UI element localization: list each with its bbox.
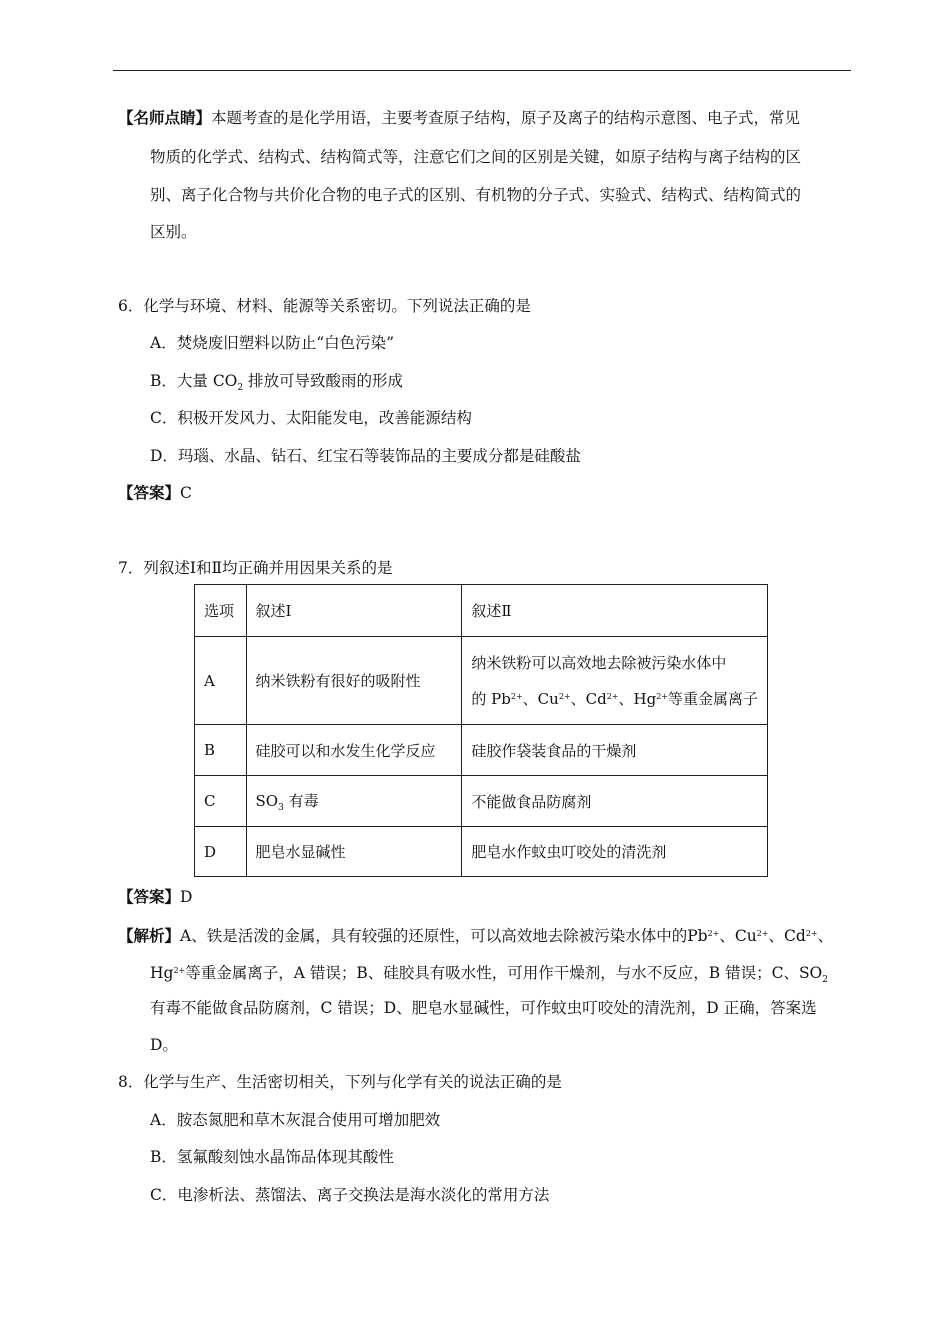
- row-d-option: D: [195, 827, 247, 877]
- q7-answer-value: D: [180, 888, 193, 906]
- ion-pb-charge: 2+: [510, 691, 523, 701]
- tip-line-3: 别、离子化合物与共价化合物的电子式的区别、有机物的分子式、实验式、结构式、结构简式的: [150, 186, 802, 204]
- q7-analysis-line-4: D。: [150, 1036, 178, 1054]
- an1-sup-3: 2+: [805, 929, 818, 938]
- an1-sup-2: 2+: [756, 929, 769, 938]
- ion-cd: 、Cd: [570, 689, 607, 708]
- ion-cd-charge: 2+: [606, 691, 619, 701]
- row-a-s2-end: 等重金属离子: [667, 689, 758, 708]
- q6-option-a: A．焚烧废旧塑料以防止“白色污染”: [150, 334, 395, 352]
- q7-analysis-tag: 【解析】: [118, 926, 181, 945]
- row-a-s2-line-2: [471, 680, 758, 716]
- row-c-s1-pre: SO: [255, 791, 279, 810]
- tip-line-4: 区别。: [150, 223, 197, 241]
- q7-table: [194, 584, 768, 877]
- an1-end: 、: [817, 927, 834, 945]
- ion-hg-charge: 2+: [656, 691, 668, 701]
- q6-b-pre: B．大量 CO: [150, 372, 238, 390]
- q6-stem: 6．化学与环境、材料、能源等关系密切。下列说法正确的是: [118, 297, 531, 315]
- q6-option-c: C．积极开发风力、太阳能发电，改善能源结构: [150, 409, 472, 427]
- table-row: [195, 725, 768, 776]
- header-statement-2: 叙述Ⅱ: [462, 585, 768, 637]
- q6-answer-value: C: [180, 484, 192, 502]
- row-b-option: B: [195, 725, 247, 776]
- row-c-statement-2: 不能做食品防腐剂: [462, 776, 768, 827]
- ion-pb: 的 Pb: [471, 689, 511, 708]
- q6-b-sub: 2: [237, 383, 244, 393]
- row-c-option: C: [195, 776, 247, 827]
- q8-option-b: B．氢氟酸刻蚀水晶饰品体现其酸性: [150, 1148, 394, 1166]
- ion-hg: 、Hg: [618, 689, 657, 708]
- q7-analysis-line-1: [118, 923, 833, 947]
- row-c-s1-post: 有毒: [283, 791, 319, 810]
- row-a-statement-1: 纳米铁粉有很好的吸附性: [246, 637, 462, 725]
- an1-cu: 、Cu: [719, 927, 757, 945]
- row-a-statement-2: [462, 637, 768, 725]
- row-c-s1-sub: 3: [278, 802, 284, 813]
- ion-cu-charge: 2+: [558, 691, 571, 701]
- q7-stem: 7．列叙述Ⅰ和Ⅱ均正确并用因果关系的是: [118, 559, 393, 577]
- row-a-option: A: [195, 637, 247, 725]
- an2-sup: 2+: [173, 966, 186, 975]
- q7-analysis-line-3: 有毒不能做食品防腐剂，C 错误；D、肥皂水显碱性，可作蚊虫叮咬处的清洗剂，D 正确，答案选: [150, 999, 817, 1017]
- tip-text-1: 本题考查的是化学用语，主要考查原子结构，原子及离子的结构示意图、电子式，常见: [211, 109, 801, 127]
- table-row: [195, 776, 768, 827]
- ion-cu: 、Cu: [522, 689, 559, 708]
- table-row: [195, 827, 768, 877]
- q8-option-c: C．电渗析法、蒸馏法、离子交换法是海水淡化的常用方法: [150, 1186, 550, 1204]
- table-row: [195, 637, 768, 725]
- q6-answer-tag: 【答案】: [118, 483, 181, 502]
- an1-sup-1: 2+: [707, 929, 720, 938]
- row-b-statement-1: 硅胶可以和水发生化学反应: [246, 725, 462, 776]
- table-header-row: [195, 585, 768, 637]
- q6-answer: [118, 482, 192, 504]
- an2-text: 等重金属离子，A 错误；B、硅胶具有吸水性，可用作干燥剂，与水不反应，B 错误；C、SO: [185, 964, 823, 982]
- q6-option-d: D．玛瑙、水晶、钻石、红宝石等装饰品的主要成分都是硅酸盐: [150, 447, 581, 465]
- row-c-statement-1: [246, 776, 462, 827]
- q8-option-a: A．胺态氮肥和草木灰混合使用可增加肥效: [150, 1111, 441, 1129]
- q7-answer-tag: 【答案】: [118, 887, 181, 906]
- q8-stem: 8．化学与生产、生活密切相关，下列与化学有关的说法正确的是: [118, 1073, 562, 1091]
- an1-cd: 、Cd: [768, 927, 806, 945]
- row-d-statement-2: 肥皂水作蚊虫叮咬处的清洗剂: [462, 827, 768, 877]
- an1-text: A、铁是活泼的金属，具有较强的还原性，可以高效地去除被污染水体中的Pb: [180, 927, 708, 945]
- q6-b-post: 排放可导致酸雨的形成: [243, 372, 404, 390]
- q7-answer: [118, 886, 192, 908]
- q7-analysis-line-2: [150, 960, 828, 991]
- tip-tag: 【名师点睛】: [118, 108, 212, 127]
- header-option: 选项: [195, 585, 247, 637]
- header-statement-1: 叙述Ⅰ: [246, 585, 462, 637]
- an2-hg: Hg: [150, 964, 174, 982]
- header-rule: [113, 70, 851, 71]
- q6-option-b: [150, 370, 403, 399]
- row-d-statement-1: 肥皂水显碱性: [246, 827, 462, 877]
- tip-line-1: [118, 107, 800, 129]
- row-b-statement-2: 硅胶作袋装食品的干燥剂: [462, 725, 768, 776]
- tip-line-2: 物质的化学式、结构式、结构简式等，注意它们之间的区别是关键，如原子结构与离子结构的区: [150, 148, 802, 166]
- row-a-s2-line-1: 纳米铁粉可以高效地去除被污染水体中: [471, 653, 727, 672]
- an2-sub: 2: [822, 975, 829, 985]
